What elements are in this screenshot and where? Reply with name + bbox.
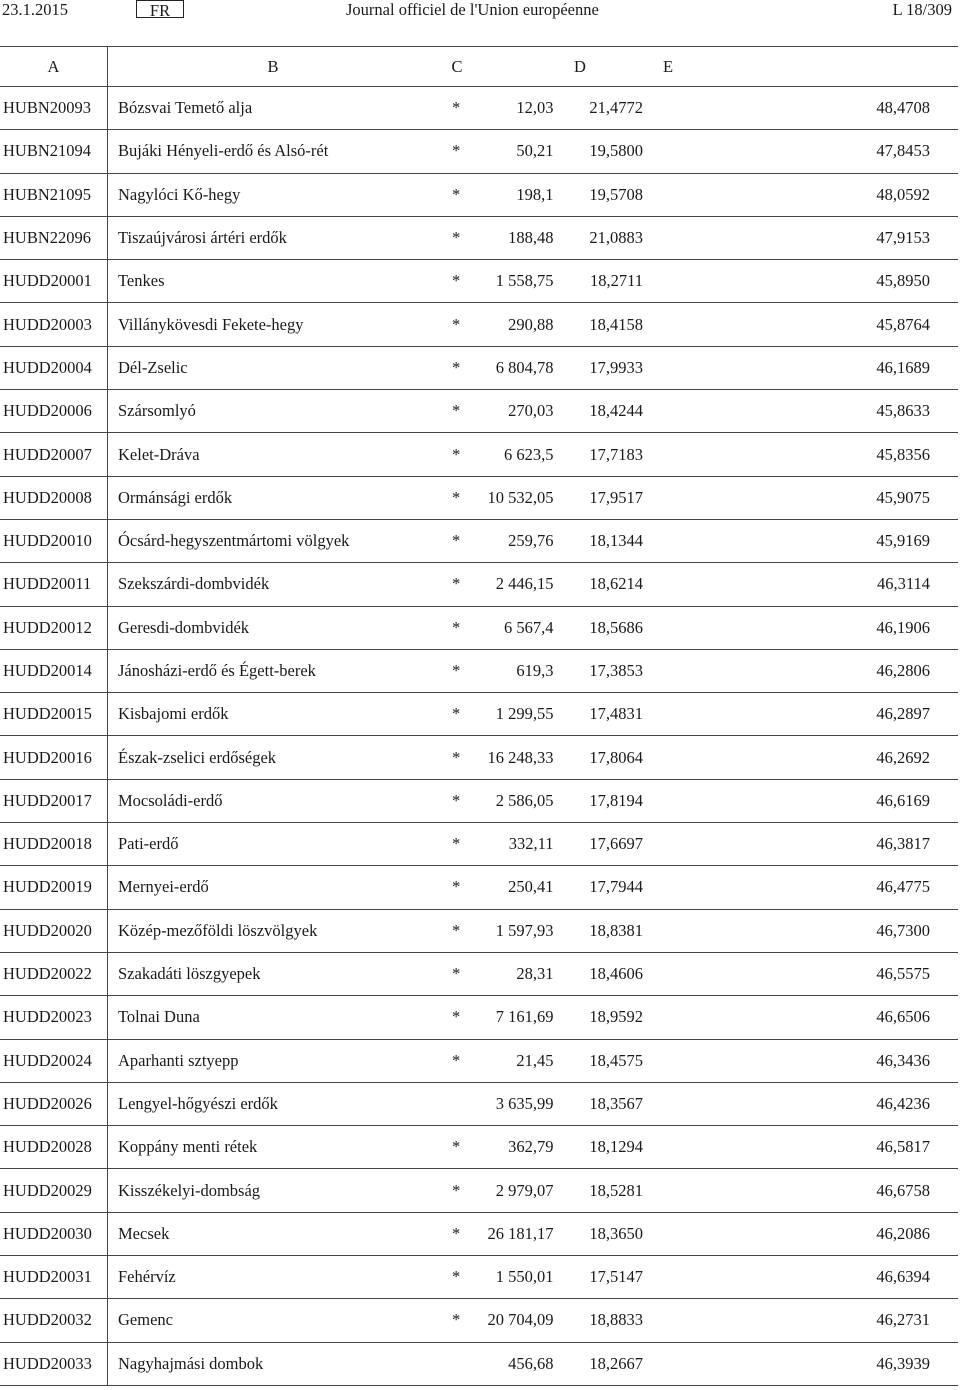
site-code-cell: HUDD20018	[3, 834, 92, 854]
site-longitude-cell: 18,4158	[589, 314, 643, 334]
site-area-cell: 259,76	[508, 531, 554, 551]
site-name-cell: Kelet-Dráva	[108, 433, 439, 476]
column-header-c: C	[451, 56, 463, 76]
site-latitude-cell: 46,2897	[876, 704, 930, 724]
site-code-cell: HUDD20003	[3, 314, 92, 334]
site-longitude-cell: 18,1344	[589, 531, 643, 551]
site-marker-cell: *	[452, 964, 461, 984]
site-marker-cell: *	[452, 834, 461, 854]
site-area-cell: 1 558,75	[495, 271, 554, 291]
site-longitude-cell: 18,8381	[589, 920, 643, 940]
site-latitude-cell: 47,9153	[876, 228, 930, 248]
column-header-e: E	[663, 56, 674, 76]
site-area-cell: 28,31	[516, 964, 554, 984]
site-marker-cell: *	[452, 141, 461, 161]
site-code-cell: HUDD20020	[3, 920, 92, 940]
site-marker-cell: *	[452, 314, 461, 334]
site-area-cell: 1 299,55	[495, 704, 554, 724]
site-name-cell: Szekszárdi-dombvidék	[108, 563, 439, 606]
site-name-cell: Nagylóci Kő-hegy	[108, 173, 439, 216]
table-row	[0, 260, 958, 303]
site-area-cell: 188,48	[508, 228, 554, 248]
site-name-cell: Mocsoládi-erdő	[108, 779, 439, 822]
site-code-cell: HUBN20093	[3, 98, 92, 118]
site-marker-cell: *	[452, 1223, 461, 1243]
site-code-cell: HUDD20017	[3, 790, 92, 810]
site-code-cell: HUDD20004	[3, 357, 92, 377]
journal-title: Journal officiel de l'Union européenne	[346, 0, 599, 19]
site-area-cell: 2 446,15	[495, 574, 554, 594]
site-area-cell: 16 248,33	[487, 747, 554, 767]
site-code-cell: HUDD20032	[3, 1310, 92, 1330]
site-name-cell: Ormánsági erdők	[108, 476, 439, 519]
site-latitude-cell: 46,3817	[876, 834, 930, 854]
site-marker-cell: *	[452, 1137, 461, 1157]
table-row	[0, 1126, 958, 1169]
site-marker-cell: *	[452, 357, 461, 377]
site-latitude-cell: 46,6758	[876, 1180, 930, 1200]
site-longitude-cell: 17,6697	[589, 834, 643, 854]
site-longitude-cell: 17,5147	[589, 1267, 643, 1287]
table-row	[0, 433, 958, 476]
site-name-cell: Aparhanti sztyepp	[108, 1039, 439, 1082]
table-row	[0, 1169, 958, 1212]
site-latitude-cell: 45,9075	[876, 487, 930, 507]
table-row	[0, 1212, 958, 1255]
site-code-cell: HUDD20033	[3, 1353, 92, 1373]
site-latitude-cell: 46,2806	[876, 661, 930, 680]
site-area-cell: 619,3	[516, 661, 554, 680]
site-code-cell: HUDD20026	[3, 1093, 92, 1113]
site-code-cell: HUDD20008	[3, 487, 92, 507]
site-longitude-cell: 17,8194	[589, 790, 643, 810]
site-area-cell: 250,41	[508, 877, 554, 897]
site-name-cell: Dél-Zselic	[108, 346, 439, 389]
site-longitude-cell: 18,4575	[589, 1050, 643, 1070]
table-row	[0, 779, 958, 822]
language-badge: FR	[136, 0, 184, 18]
header-row	[0, 47, 958, 87]
table-row	[0, 1299, 958, 1342]
site-latitude-cell: 46,2731	[876, 1310, 930, 1330]
table-row	[0, 909, 958, 952]
page-header	[0, 0, 960, 24]
site-longitude-cell: 18,4244	[589, 401, 643, 421]
site-code-cell: HUBN21095	[3, 184, 92, 204]
site-longitude-cell: 18,5686	[589, 617, 643, 637]
site-latitude-cell: 46,6394	[876, 1267, 930, 1287]
site-area-cell: 6 804,78	[495, 357, 554, 377]
site-latitude-cell: 46,5817	[876, 1137, 930, 1157]
table-row	[0, 390, 958, 433]
site-longitude-cell: 18,1294	[589, 1137, 643, 1157]
site-longitude-cell: 18,2711	[589, 271, 643, 291]
site-name-cell: Tiszaújvárosi ártéri erdők	[108, 216, 439, 259]
site-name-cell: Gemenc	[108, 1299, 439, 1342]
site-longitude-cell: 19,5708	[589, 184, 643, 204]
site-marker-cell: *	[452, 747, 461, 767]
site-longitude-cell: 17,9517	[589, 487, 643, 507]
site-area-cell: 1 550,01	[495, 1267, 554, 1287]
site-marker-cell: *	[452, 184, 461, 204]
site-code-cell: HUDD20022	[3, 964, 92, 984]
table-row	[0, 130, 958, 173]
site-area-cell: 1 597,93	[495, 920, 554, 940]
site-name-cell: Mecsek	[108, 1212, 439, 1255]
site-name-cell: Lengyel-hőgyészi erdők	[108, 1082, 439, 1125]
site-name-cell: Villánykövesdi Fekete-hegy	[108, 303, 439, 346]
site-latitude-cell: 46,2692	[876, 747, 930, 767]
site-code-cell: HUDD20028	[3, 1137, 92, 1157]
site-latitude-cell: 46,1689	[876, 357, 930, 377]
table-row	[0, 1039, 958, 1082]
table-row	[0, 693, 958, 736]
site-marker-cell: *	[452, 487, 461, 507]
site-marker-cell	[438, 1342, 476, 1385]
table-row	[0, 519, 958, 562]
table-row	[0, 606, 958, 649]
site-area-cell: 21,45	[516, 1050, 554, 1070]
table-row	[0, 216, 958, 259]
site-name-cell: Ócsárd-hegyszentmártomi völgyek	[108, 519, 439, 562]
site-marker-cell: *	[452, 1050, 461, 1070]
site-latitude-cell: 48,4708	[876, 98, 930, 118]
site-marker-cell	[438, 1082, 476, 1125]
site-code-cell: HUDD20031	[3, 1267, 92, 1287]
sites-table	[0, 46, 958, 1386]
site-area-cell: 362,79	[508, 1137, 554, 1157]
site-latitude-cell: 46,4236	[876, 1093, 930, 1113]
site-marker-cell: *	[452, 1180, 461, 1200]
site-area-cell: 2 979,07	[495, 1180, 554, 1200]
site-longitude-cell: 17,3853	[589, 661, 643, 680]
site-area-cell: 10 532,05	[487, 487, 554, 507]
site-area-cell: 332,11	[508, 834, 554, 854]
site-longitude-cell: 18,4606	[589, 964, 643, 984]
table-row	[0, 952, 958, 995]
site-area-cell: 20 704,09	[487, 1310, 554, 1330]
site-latitude-cell: 47,8453	[876, 141, 930, 161]
site-area-cell: 6 623,5	[504, 444, 554, 464]
site-code-cell: HUDD20015	[3, 704, 92, 724]
site-name-cell: Tenkes	[108, 260, 439, 303]
site-code-cell: HUDD20007	[3, 444, 92, 464]
site-marker-cell: *	[452, 790, 461, 810]
site-code-cell: HUDD20024	[3, 1050, 92, 1070]
site-latitude-cell: 45,8356	[876, 444, 930, 464]
site-area-cell: 2 586,05	[495, 790, 554, 810]
table-row	[0, 866, 958, 909]
site-name-cell: Geresdi-dombvidék	[108, 606, 439, 649]
site-longitude-cell: 21,4772	[589, 98, 643, 118]
site-latitude-cell: 46,3436	[876, 1050, 930, 1070]
site-area-cell: 7 161,69	[495, 1007, 554, 1027]
site-latitude-cell: 46,7300	[876, 920, 930, 940]
table-row	[0, 1256, 958, 1299]
table-row	[0, 346, 958, 389]
site-name-cell: Mernyei-erdő	[108, 866, 439, 909]
site-area-cell: 270,03	[508, 401, 554, 421]
site-latitude-cell: 46,6169	[876, 790, 930, 810]
site-area-cell: 50,21	[516, 141, 554, 161]
table-row	[0, 87, 958, 130]
site-longitude-cell: 17,4831	[589, 704, 643, 724]
site-area-cell: 26 181,17	[487, 1223, 554, 1243]
table-header	[0, 47, 958, 87]
column-header-a: A	[47, 56, 60, 76]
table-row	[0, 649, 958, 692]
site-code-cell: HUDD20011	[3, 574, 92, 594]
site-latitude-cell: 46,5575	[876, 964, 930, 984]
site-longitude-cell: 17,9933	[589, 357, 643, 377]
site-code-cell: HUDD20014	[3, 661, 92, 680]
site-longitude-cell: 18,8833	[589, 1310, 643, 1330]
site-code-cell: HUDD20029	[3, 1180, 92, 1200]
site-longitude-cell: 18,5281	[589, 1180, 643, 1200]
site-latitude-cell: 46,1906	[876, 617, 930, 637]
site-marker-cell: *	[452, 704, 461, 724]
site-longitude-cell: 17,8064	[589, 747, 643, 767]
site-name-cell: Bózsvai Temető alja	[108, 87, 439, 130]
site-longitude-cell: 18,6214	[589, 574, 643, 594]
site-marker-cell: *	[452, 1007, 461, 1027]
site-code-cell: HUDD20019	[3, 877, 92, 897]
site-code-cell: HUDD20023	[3, 1007, 92, 1027]
table-row	[0, 823, 958, 866]
site-area-cell: 12,03	[516, 98, 554, 118]
site-name-cell: Bujáki Hényeli-erdő és Alsó-rét	[108, 130, 439, 173]
site-latitude-cell: 46,6506	[876, 1007, 930, 1027]
column-header-b: B	[108, 47, 439, 87]
site-area-cell: 290,88	[508, 314, 554, 334]
site-name-cell: Jánosházi-erdő és Égett-berek	[108, 649, 439, 692]
site-name-cell: Koppány menti rétek	[108, 1126, 439, 1169]
site-longitude-cell: 18,2667	[589, 1353, 643, 1373]
site-marker-cell: *	[452, 401, 461, 421]
site-name-cell: Nagyhajmási dombok	[108, 1342, 439, 1385]
site-code-cell: HUDD20012	[3, 617, 92, 637]
site-latitude-cell: 48,0592	[876, 184, 930, 204]
site-name-cell: Szakadáti löszgyepek	[108, 952, 439, 995]
page-reference: L 18/309	[892, 0, 952, 19]
site-latitude-cell: 46,3939	[876, 1353, 930, 1373]
table-row	[0, 996, 958, 1039]
site-area-cell: 3 635,99	[495, 1093, 554, 1113]
site-latitude-cell: 46,2086	[876, 1223, 930, 1243]
site-area-cell: 456,68	[508, 1353, 554, 1373]
site-marker-cell: *	[452, 98, 461, 118]
table-row	[0, 1082, 958, 1125]
site-code-cell: HUBN22096	[3, 228, 92, 248]
site-marker-cell: *	[452, 271, 461, 291]
site-name-cell: Kisbajomi erdők	[108, 693, 439, 736]
site-code-cell: HUDD20016	[3, 747, 92, 767]
site-latitude-cell: 45,8764	[876, 314, 930, 334]
table-row	[0, 476, 958, 519]
site-marker-cell: *	[452, 920, 461, 940]
site-marker-cell: *	[452, 531, 461, 551]
site-longitude-cell: 21,0883	[589, 228, 643, 248]
site-latitude-cell: 45,8950	[876, 271, 930, 291]
site-latitude-cell: 46,4775	[876, 877, 930, 897]
site-longitude-cell: 19,5800	[589, 141, 643, 161]
site-code-cell: HUBN21094	[3, 141, 92, 161]
site-longitude-cell: 17,7944	[589, 877, 643, 897]
site-marker-cell: *	[452, 661, 461, 680]
site-latitude-cell: 45,9169	[876, 531, 930, 551]
site-latitude-cell: 46,3114	[876, 574, 930, 594]
site-name-cell: Tolnai Duna	[108, 996, 439, 1039]
site-marker-cell: *	[452, 1310, 461, 1330]
site-longitude-cell: 18,3567	[589, 1093, 643, 1113]
site-longitude-cell: 18,3650	[589, 1223, 643, 1243]
site-marker-cell: *	[452, 228, 461, 248]
table-row	[0, 1342, 958, 1385]
table-row	[0, 563, 958, 606]
site-name-cell: Észak-zselici erdőségek	[108, 736, 439, 779]
site-longitude-cell: 17,7183	[589, 444, 643, 464]
site-code-cell: HUDD20006	[3, 401, 92, 421]
site-marker-cell: *	[452, 617, 461, 637]
table-body	[0, 87, 958, 1386]
site-area-cell: 198,1	[516, 184, 554, 204]
site-code-cell: HUDD20010	[3, 531, 92, 551]
site-longitude-cell: 18,9592	[589, 1007, 643, 1027]
site-latitude-cell: 45,8633	[876, 401, 930, 421]
site-area-cell: 6 567,4	[504, 617, 554, 637]
site-name-cell: Szársomlyó	[108, 390, 439, 433]
column-header-d: D	[574, 56, 586, 76]
site-name-cell: Fehérvíz	[108, 1256, 439, 1299]
site-name-cell: Kisszékelyi-dombság	[108, 1169, 439, 1212]
site-code-cell: HUDD20030	[3, 1223, 92, 1243]
table-row	[0, 173, 958, 216]
site-code-cell: HUDD20001	[3, 271, 92, 291]
site-marker-cell: *	[452, 444, 461, 464]
site-marker-cell: *	[452, 1267, 461, 1287]
header-date: 23.1.2015	[2, 0, 68, 19]
site-marker-cell: *	[452, 877, 461, 897]
table-row	[0, 303, 958, 346]
site-marker-cell: *	[452, 574, 461, 594]
site-name-cell: Közép-mezőföldi löszvölgyek	[108, 909, 439, 952]
site-name-cell: Pati-erdő	[108, 823, 439, 866]
table-row	[0, 736, 958, 779]
